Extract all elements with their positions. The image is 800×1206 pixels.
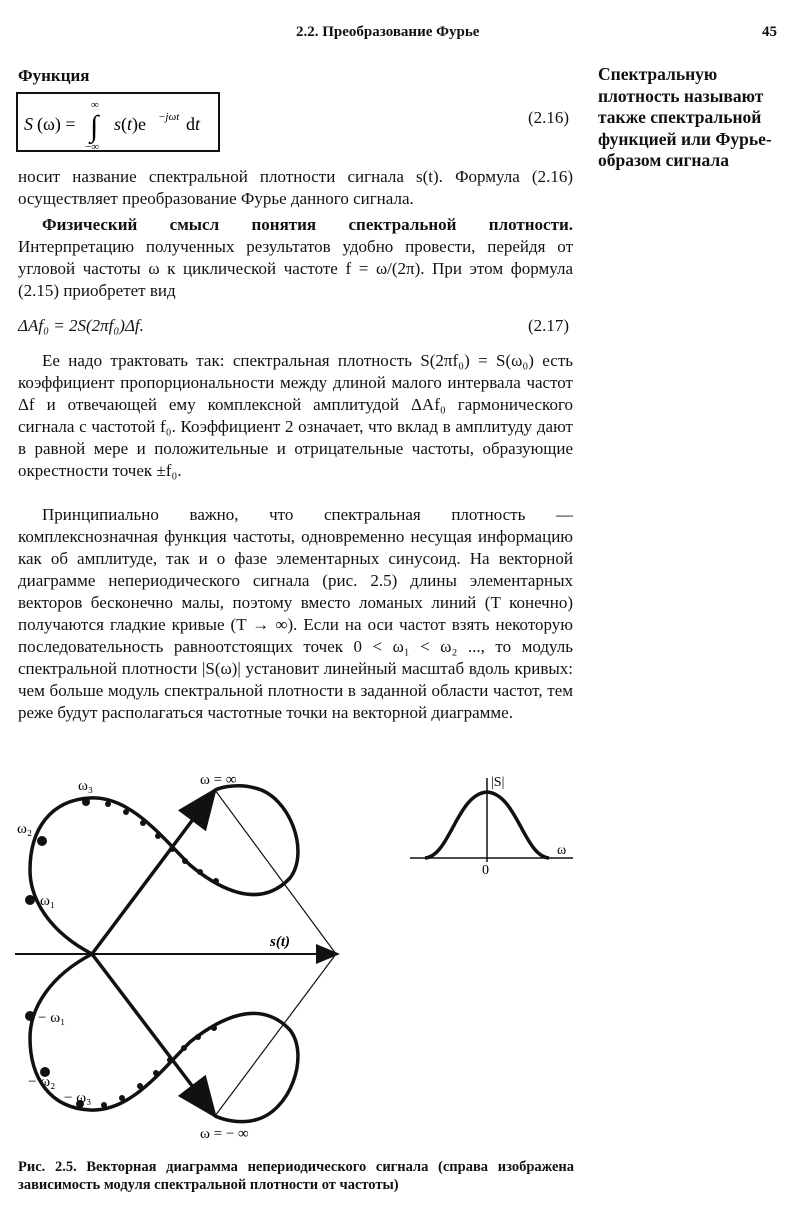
label-omega-neg-inf: ω = − ∞ bbox=[200, 1126, 249, 1142]
spectrum-plot bbox=[405, 770, 585, 880]
label-omega-inf: ω = ∞ bbox=[200, 772, 237, 788]
label-neg-omega-1: − ω₁ bbox=[38, 1010, 66, 1026]
formula-2-17-number: (2.17) bbox=[528, 316, 570, 335]
paragraph-2-text: Интерпретацию полученных результатов удобно провести, перейдя от угловой частоты ω к циклической частоте f = ω/(2π). При этом формула (2.15) приобретет вид bbox=[18, 237, 573, 300]
paragraph-2 bbox=[18, 214, 573, 302]
spectrum-x-label: ω bbox=[557, 843, 567, 858]
formula-2-16-box bbox=[16, 92, 220, 152]
intro-word: Функция bbox=[18, 66, 90, 85]
svg-text:−jωt: −jωt bbox=[158, 111, 180, 123]
label-axis-s-t: s(t) bbox=[270, 934, 290, 950]
spectrum-origin-label: 0 bbox=[482, 863, 489, 878]
page-number: 45 bbox=[762, 24, 777, 40]
paragraph-4-text: Принципиально важно, что спектральная плотность — комплекснозначная функция частоты, одновременно несущая информацию как об амплитуде, так и о фазе элементарных синусоид. На векторной диаграмме непериодического сигнала (рис. 2.5) длины элементарных векторов бесконечно малы, поэтому вместо ломаных линий (T конечно) получаются гладкие кривые (T → ∞). Если на оси частот взять некоторую последовательность равноотстоящих точек 0 < ω₁ < ω₂ ..., то модуль спектральной плотности |S(ω)| установит линейный масштаб вдоль кривых: чем больше модуль спектральной плотности в заданной области частот, тем реже будут располагаться частотные точки на векторной диаграмме. bbox=[18, 505, 573, 722]
label-neg-omega-2: − ω₂ bbox=[28, 1074, 56, 1090]
label-omega-3: ω₃ bbox=[78, 778, 94, 794]
running-header: 2.2. Преобразование Фурье bbox=[296, 24, 480, 40]
paragraph-1-text: носит название спектральной плотности сигнала s(t). Формула (2.16) осуществляет преобразование Фурье данного сигнала. bbox=[18, 167, 573, 208]
figure-caption: Рис. 2.5. Векторная диаграмма непериодического сигнала (справа изображена зависимость модуля спектральной плотности от частоты) bbox=[18, 1159, 574, 1193]
lower-chord bbox=[215, 954, 336, 1116]
formula-2-16-number: (2.16) bbox=[528, 108, 570, 127]
label-neg-omega-3: − ω₃ bbox=[64, 1090, 92, 1106]
integral-lower-limit: −∞ bbox=[85, 141, 100, 153]
svg-text:∫: ∫ bbox=[90, 110, 99, 143]
label-omega-2: ω₂ bbox=[17, 821, 33, 837]
paragraph-3 bbox=[18, 350, 573, 482]
integral-upper-limit: ∞ bbox=[91, 99, 99, 111]
margin-note: Спектральную плотность называют также спектральной функцией или Фурье-образом сигнала bbox=[598, 64, 772, 170]
paragraph-2-heading: Физический смысл понятия спектральной плотности. bbox=[42, 215, 573, 234]
paragraph-4 bbox=[18, 504, 573, 724]
paragraph-1 bbox=[18, 166, 573, 210]
svg-text:s(t)e: s(t)e bbox=[114, 114, 147, 134]
svg-text:dt: dt bbox=[186, 114, 201, 134]
upper-chord bbox=[215, 790, 336, 954]
paragraph-3-text: Ее надо трактовать так: спектральная плотность S(2πf₀) = S(ω₀) есть коэффициент пропорциональности между длиной малого интервала частот Δf и отвечающей ему комплексной амплитудой ΔAf₀ гармонического сигнала с частотой f₀. Коэффициент 2 означает, что вклад в амплитуду дают в равной мере и положительные и отрицательные частоты, образующие окрестности точек ±f₀. bbox=[18, 351, 573, 480]
vector-diagram bbox=[0, 760, 380, 1142]
formula-2-17: ΔAf₀ = 2S(2πf₀)Δf. bbox=[18, 316, 144, 335]
svg-text:(ω) =: (ω) = bbox=[37, 114, 76, 134]
label-omega-1: ω₁ bbox=[40, 893, 56, 909]
svg-text:S: S bbox=[24, 114, 33, 134]
spectrum-y-label: |S| bbox=[491, 775, 505, 790]
formula-2-16 bbox=[18, 94, 222, 154]
upper-curve bbox=[30, 786, 298, 954]
